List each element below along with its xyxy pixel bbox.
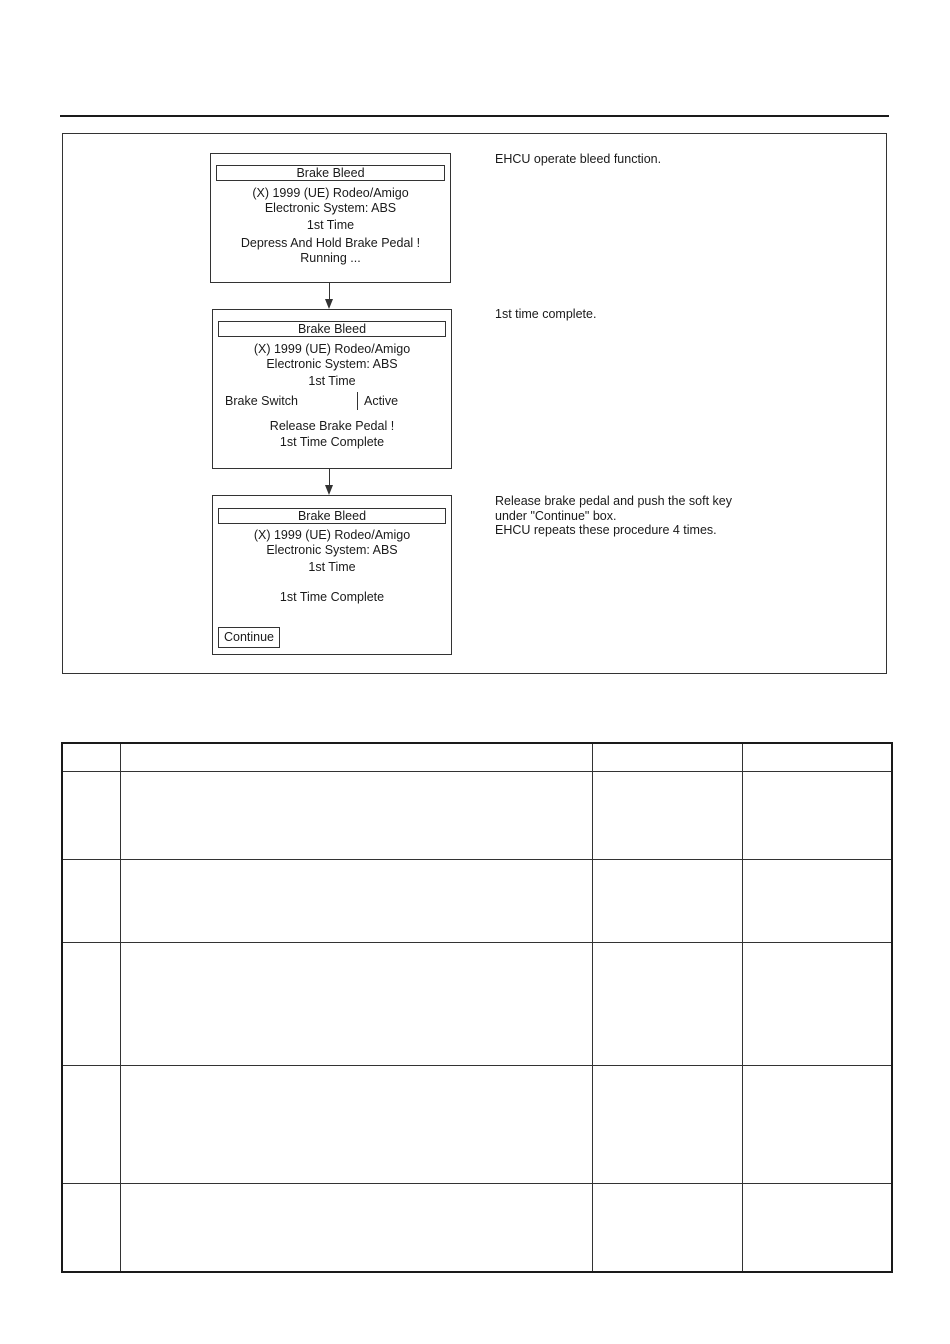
status-line: 1st Time Complete [279, 435, 385, 449]
pass-line: 1st Time [308, 560, 356, 574]
tech2-screen-complete [212, 309, 452, 469]
table-cell [120, 1183, 592, 1272]
table-cell [592, 1183, 742, 1272]
system-line: Electronic System: ABS [264, 201, 397, 215]
table-cell [742, 859, 892, 942]
system-line: Electronic System: ABS [266, 543, 398, 557]
tech2-screen-continue [212, 495, 452, 655]
table-cell [742, 942, 892, 1065]
vehicle-line: (X) 1999 (UE) Rodeo/Amigo [252, 186, 409, 200]
table-row [62, 1065, 892, 1183]
table-cell [62, 859, 120, 942]
figure-frame [62, 133, 887, 674]
vehicle-line: (X) 1999 (UE) Rodeo/Amigo [253, 342, 411, 356]
table-row [62, 942, 892, 1065]
flow-arrow-2 [325, 469, 334, 495]
table-cell [62, 1183, 120, 1272]
table-cell [742, 771, 892, 859]
table-cell [592, 942, 742, 1065]
note-line: Release brake pedal and push the soft key [495, 494, 732, 508]
screen-title: Brake Bleed [218, 508, 446, 524]
note-line: 1st time complete. [495, 307, 597, 321]
table-header-row [62, 743, 892, 771]
pass-line: 1st Time [306, 218, 355, 232]
note-line: EHCU repeats these procedure 4 times. [495, 523, 717, 537]
procedure-table [61, 742, 893, 1273]
table-cell [120, 1065, 592, 1183]
flow-arrow-1 [325, 283, 334, 309]
table-cell [62, 771, 120, 859]
tech2-screen-running [210, 153, 451, 283]
header-cell [62, 743, 120, 771]
instruction-line: Release Brake Pedal ! [269, 419, 395, 433]
header-cell [742, 743, 892, 771]
screen-title: Brake Bleed [216, 165, 445, 181]
table-cell [62, 1065, 120, 1183]
system-line: Electronic System: ABS [266, 357, 398, 371]
note-complete [495, 307, 596, 322]
continue-softkey[interactable]: Continue [218, 627, 280, 648]
table-cell [120, 942, 592, 1065]
instruction-line: Depress And Hold Brake Pedal ! [240, 236, 421, 250]
status-line: Running ... [300, 251, 361, 265]
table-cell [592, 1065, 742, 1183]
table-row [62, 771, 892, 859]
table-cell [120, 859, 592, 942]
table-row [62, 1183, 892, 1272]
note-line: EHCU operate bleed function. [495, 152, 662, 166]
parameter-name: Brake Switch [225, 394, 298, 408]
header-cell [120, 743, 592, 771]
table-cell [120, 771, 592, 859]
pass-line: 1st Time [308, 374, 356, 388]
table-cell [592, 771, 742, 859]
parameter-value: Active [364, 394, 399, 408]
note-running [495, 152, 661, 167]
screen-title: Brake Bleed [218, 321, 446, 337]
vehicle-line: (X) 1999 (UE) Rodeo/Amigo [253, 528, 411, 542]
table-cell [742, 1065, 892, 1183]
note-line: under "Continue" box. [495, 508, 617, 523]
header-rule [60, 115, 889, 117]
table-cell [742, 1183, 892, 1272]
status-line: 1st Time Complete [279, 590, 385, 604]
table-row [62, 859, 892, 942]
header-cell [592, 743, 742, 771]
table-cell [62, 942, 120, 1065]
table-cell [592, 859, 742, 942]
note-continue [495, 494, 732, 538]
parameter-separator [357, 392, 358, 410]
